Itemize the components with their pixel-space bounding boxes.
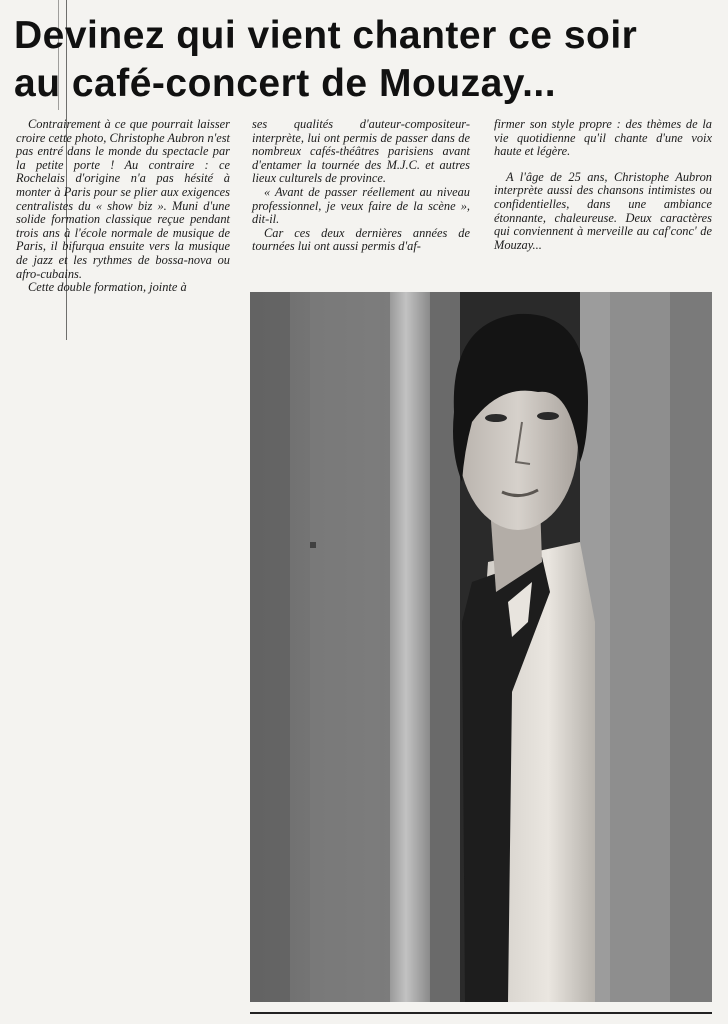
article-column-2 <box>252 118 470 254</box>
door-frame-left <box>390 292 430 1002</box>
article-headline <box>14 12 720 108</box>
wall-shadow <box>250 292 290 1002</box>
paragraph: Car ces deux dernières années de tournées lui ont aussi permis d'af- <box>252 225 470 254</box>
headline-line-2: au café-concert de Mouzay... <box>14 62 557 105</box>
paragraph: ses qualités d'auteur-compositeur-interprète, lui ont permis de passer dans de nombreux cafés-théâtres parisiens avant d'entamer la tournée des M.J.C. et autres lieux culturels de province. <box>252 117 470 186</box>
paragraph: Cette double formation, jointe à <box>28 280 187 295</box>
wall-texture-band <box>310 292 380 1002</box>
bottom-rule <box>250 1012 712 1014</box>
right-eye <box>537 412 559 420</box>
paragraph: firmer son style propre : des thèmes de la vie quotidienne qu'il chante d'une voix haute et légère. <box>494 117 712 159</box>
left-eye <box>485 414 507 422</box>
portrait-photo <box>250 292 712 1002</box>
paragraph: Contrairement à ce que pourrait laisser croire cette photo, Christophe Aubron n'est pas entré dans le monde du spectacle par la petite porte ! Au contraire : ce Rochelais d'origine n'a pas hésité à monter à Paris pour se plier aux exigences centralistes du « show biz ». Muni d'une solide formation classique reçue pendant trois ans à l'école normale de musique de Paris, il bifurqua ensuite vers la musique de jazz et les rythmes de bossa-nova ou afro-cubains. <box>16 117 230 281</box>
paragraph: « Avant de passer réellement au niveau professionnel, je veux faire de la scène », dit-il. <box>252 184 470 227</box>
paragraph: A l'âge de 25 ans, Christophe Aubron interprète aussi des chansons intimistes ou confidentielles, dans une ambiance étonnante, chaleureuse. Deux caractères qui conviennent à merveille au caf'conc' de Mouzay... <box>494 169 712 252</box>
article-column-3 <box>494 118 712 252</box>
article-photo <box>250 292 712 1002</box>
wall-right-shade <box>670 292 712 1002</box>
article-column-1 <box>16 118 230 295</box>
print-smudge <box>310 542 316 548</box>
headline-line-1: Devinez qui vient chanter ce soir <box>14 14 638 57</box>
